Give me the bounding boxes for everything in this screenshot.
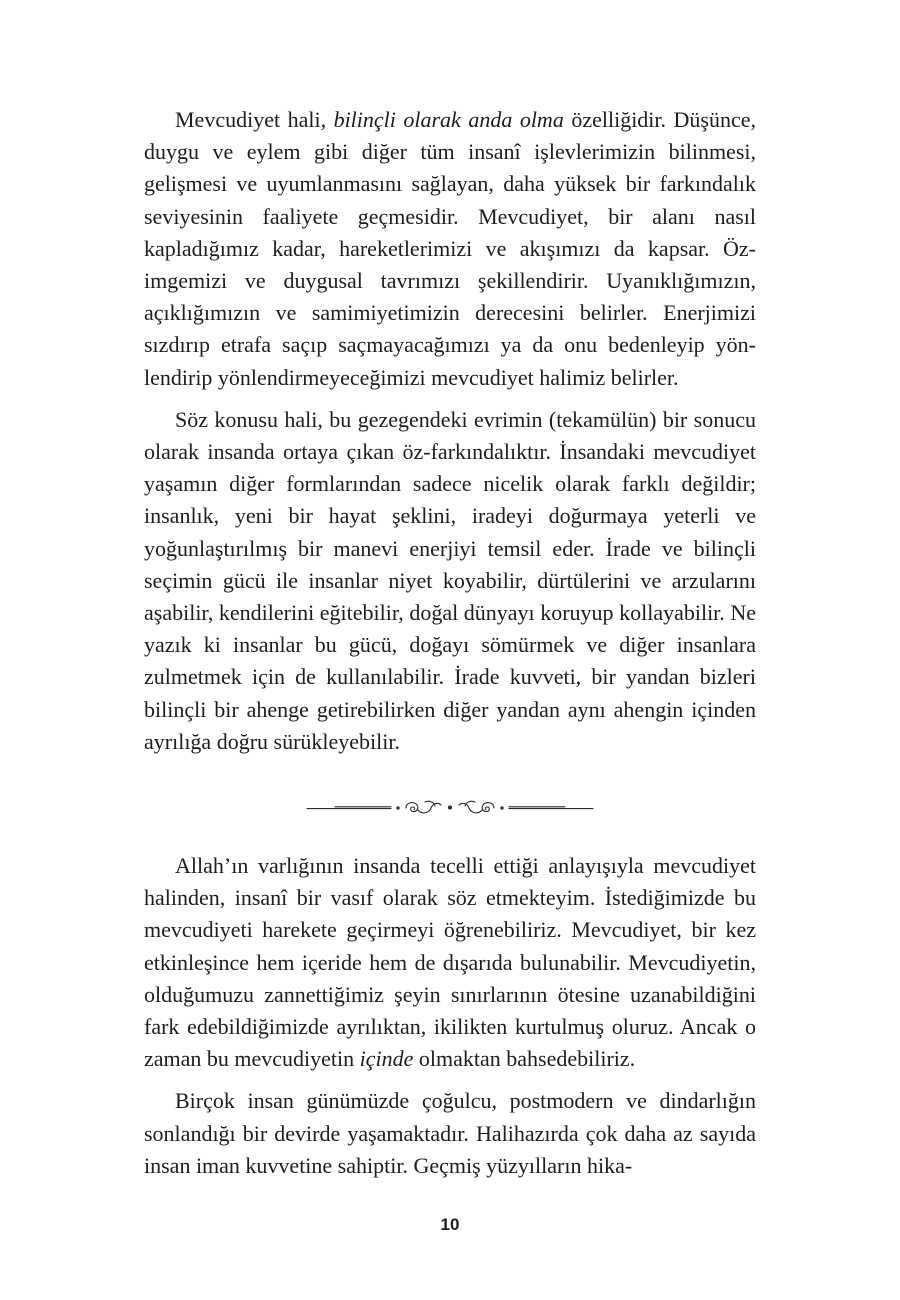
text-run: özelliğidir. Düşünce, duygu ve eylem gibi diğer tüm insanî işlevlerimizin bilinmesi, gelişmesi ve uyumlanmasını sağlayan, daha yüksek bir farkındalık seviyesinin faaliyete geçmesidir. Mevcudiyet, bir alanı nasıl kapladığımız kadar, hareketlerimizi ve akışımızı da kapsar. Özimgemizi ve duygusal tavrımızı şekillendirir. Uyanıklığımızın, açıklığımızın ve samimiyetimizin derecesini belirler. Enerjimizi sızdırıp etrafa saçıp saçmayacağımızı ya da onu bedenleyip yönlendirip yönlendirmeyeceğimizi mevcudiyet halimiz belirler. [144, 107, 757, 390]
book-page-body [144, 104, 756, 1182]
text-run: Allah’ın varlığının insanda tecelli ettiği anlayışıyla mevcudiyet halinden, insanî bir vasıf olarak söz etmekteyim. İstediğimizde bu mevcudiyeti harekete geçirmeyi öğrenebiliriz. Mevcudiyet, bir kez etkinleşince hem içeride hem de dışarıda bulunabilir. Mevcudiyetin, olduğumuzu zannettiğimiz şeyin sınırlarının ötesine uzanabildiğini fark edebildiğimizde ayrılıktan, ikilikten kurtulmuş oluruz. Ancak o zaman bu mevcudiyetin [144, 853, 756, 1072]
paragraph-4 [144, 1085, 756, 1182]
section-divider-ornament [144, 766, 756, 850]
text-run: Mevcudiyet hali, [175, 107, 334, 132]
italic-emphasis: bilinçli olarak anda olma [333, 107, 564, 132]
text-run: Söz konusu hali, bu gezegendeki evrimin (tekamülün) bir sonucu olarak insanda ortaya çıkan öz-farkındalıktır. İnsandaki mevcudiyet yaşamın diğer formlarından sadece nicelik olarak farklı değildir; insanlık, yeni bir hayat şeklini, iradeyi doğurmaya yeterli ve yoğunlaştırılmış bir manevi enerjiyi temsil eder. İrade ve bilinçli seçimin gücü ile insanlar niyet koyabilir, dürtülerini ve arzularını aşabilir, kendilerini eğitebilir, doğal dünyayı koruyup kollayabilir. Ne yazık ki insanlar bu gücü, doğayı sömürmek ve diğer insanlara zulmetmek için de kullanılabilir. İrade kuvveti, bir yandan bizleri bilinçli bir ahenge getirebilirken diğer yandan aynı ahengin içinden ayrılığa doğru sürükleyebilir. [144, 406, 756, 754]
flourish-ornament-icon [305, 796, 595, 820]
text-run: Birçok insan günümüzde çoğulcu, postmodern ve dindarlığın sonlandığı bir devirde yaşamaktadır. Halihazırda çok daha az sayıda insan iman kuvvetine sahiptir. Geçmiş yüzyılların hika- [144, 1088, 756, 1178]
text-run: olmaktan bahsedebiliriz. [413, 1046, 636, 1072]
paragraph-2 [144, 404, 756, 758]
page-number: 10 [440, 1215, 460, 1234]
paragraph-1 [144, 104, 756, 394]
italic-emphasis: içinde [359, 1046, 414, 1072]
paragraph-3 [144, 850, 756, 1075]
